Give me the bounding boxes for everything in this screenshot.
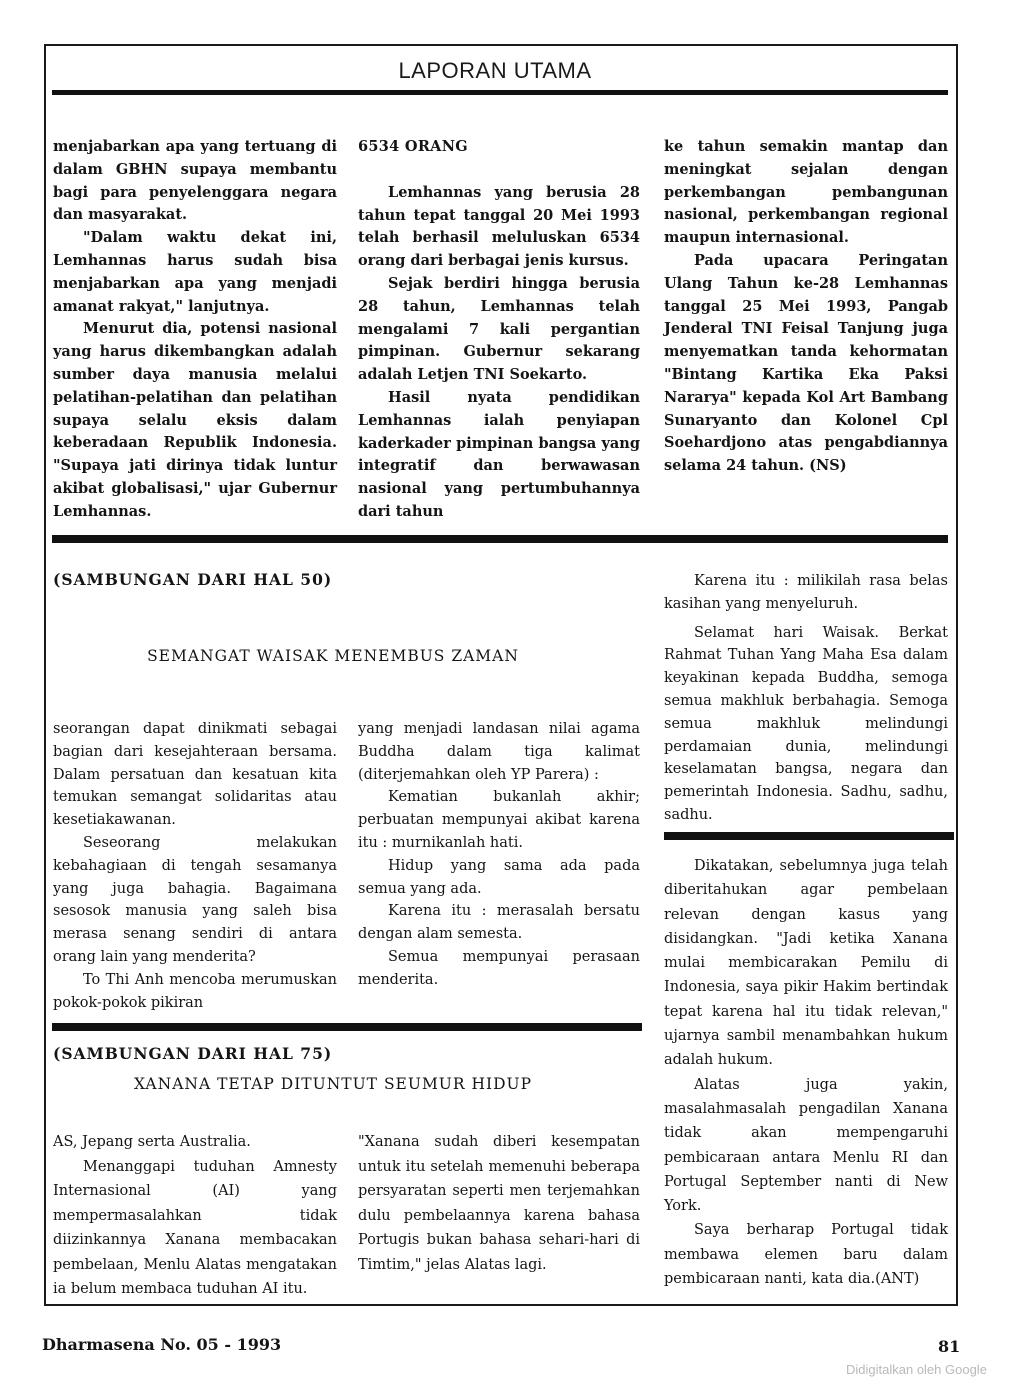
article3-col2-para-1: "Xanana sudah diberi kesempatan untuk itu setelah memenuhi beberapa persyaratan seperti men terjemahkan dulu pembelaannya karena bahasa Portugis bukan bahasa sehari-hari di Timtim," jelas Alatas lagi. xyxy=(358,1134,640,1273)
article1-col3-para-1: ke tahun semakin mantap dan meningkat sejalan dengan perkembangan pembangunan nasional, perkembangan regional maupun internasional. xyxy=(664,138,948,247)
article2-col1-para-3: To Thi Anh mencoba merumuskan pokok-pokok pikiran xyxy=(53,971,337,1011)
article2-col1-para-1: seorangan dapat dinikmati sebagai bagian dari kesejahteraan bersama. Dalam persatuan dan kesatuan kita temukan semangat solidaritas atau kesetiakawanan. xyxy=(53,721,337,829)
article3-col3-para-2: Alatas juga yakin, masalahmasalah pengadilan Xanana tidak akan mempengaruhi pembicaraan antara Menlu RI dan Portugal September nanti di New York. xyxy=(664,1076,948,1215)
article2-col3-para-2: Selamat hari Waisak. Berkat Rahmat Tuhan Yang Maha Esa dalam keyakinan kepada Buddha, semoga semua makhluk berbahagia. Semoga semua makhluk melindungi perdamaian dunia, melindungi keselamatan bangsa, negara dan pemerintah Indonesia. Sadhu, sadhu, sadhu. xyxy=(664,624,948,823)
article2-left-rule xyxy=(52,1023,642,1031)
article2-col2-para-5: Semua mempunyai perasaan menderita. xyxy=(358,948,640,988)
article1-column-2 xyxy=(358,136,640,524)
section-header-title: LAPORAN UTAMA xyxy=(398,58,592,83)
footer-page-number: 81 xyxy=(938,1337,961,1356)
article2-col2-para-1: yang menjadi landasan nilai agama Buddha dalam tiga kalimat (diterjemahkan oleh YP Parera) : xyxy=(358,721,640,783)
article2-column-3 xyxy=(664,570,948,827)
article3-continued-label: (SAMBUNGAN DARI HAL 75) xyxy=(53,1044,333,1063)
article2-column-1 xyxy=(53,718,337,1014)
article2-right-rule xyxy=(664,832,954,840)
article3-column-2 xyxy=(358,1130,640,1277)
article2-col2-para-4: Karena itu : merasalah bersatu dengan alam semesta. xyxy=(358,903,640,943)
article2-col3-para-1: Karena itu : milikilah rasa belas kasihan yang menyeluruh. xyxy=(664,573,948,612)
article1-subheading: 6534 ORANG xyxy=(358,138,468,155)
article2-continued-label: (SAMBUNGAN DARI HAL 50) xyxy=(53,570,333,589)
article3-col3-para-1: Dikatakan, sebelumnya juga telah diberitahukan agar pembelaan relevan dengan kasus yang disidangkan. "Jadi ketika Xanana mulai membicarakan Pemilu di Indonesia, saya pikir Hakim bertindak tepat karena hal itu tidak relevan," ujarnya sambil menambahkan hukum adalah hukum. xyxy=(664,858,948,1069)
article2-col1-para-2: Seseorang melakukan kebahagiaan di tengah sesamanya yang juga bahagia. Bagaimana sesosok manusia yang saleh bisa merasa senang sendiri di antara orang lain yang menderita? xyxy=(53,834,337,965)
article1-column-3 xyxy=(664,136,948,478)
article1-col1-para-2: "Dalam waktu dekat ini, Lemhannas harus sudah bisa menjabarkan apa yang menjadi amanat rakyat," lanjutnya. xyxy=(53,229,337,315)
article3-col1-para-2: Menanggapi tuduhan Amnesty Internasional (AI) yang mempermasalahkan tidak diizinkannya Xanana membacakan pembelaan, Menlu Alatas mengatakan ia belum membaca tuduhan AI itu. xyxy=(53,1158,337,1297)
article1-col2-para-2: Sejak berdiri hingga berusia 28 tahun, Lemhannas telah mengalami 7 kali pergantian pimpinan. Gubernur sekarang adalah Letjen TNI Soekarto. xyxy=(358,274,640,384)
article1-bottom-rule xyxy=(52,535,948,543)
article2-col2-para-2: Kematian bukanlah akhir; perbuatan mempunyai akibat karena itu : murnikanlah hati. xyxy=(358,789,640,851)
article3-column-1 xyxy=(53,1130,337,1302)
article1-col1-para-3: Menurut dia, potensi nasional yang harus dikembangkan adalah sumber daya manusia melalui pelatihan-pelatihan dan pelatihan supaya selalu eksis dalam keberadaan Republik Indonesia. "Supaya jati dirinya tidak luntur akibat globalisasi," ujar Gubernur Lemhannas. xyxy=(53,320,337,520)
article1-col2-para-3: Hasil nyata pendidikan Lemhannas ialah penyiapan kaderkader pimpinan bangsa yang integratif dan berwawasan nasional yang pertumbuhannya dari tahun xyxy=(358,388,640,520)
article1-column-1 xyxy=(53,136,337,524)
article1-col1-para-1: menjabarkan apa yang tertuang di dalam GBHN supaya membantu bagi para penyelenggara negara dan masyarakat. xyxy=(53,138,337,224)
article3-col3-para-3: Saya berharap Portugal tidak membawa elemen baru dalam pembicaraan nanti, kata dia.(ANT) xyxy=(664,1222,948,1288)
article2-title: SEMANGAT WAISAK MENEMBUS ZAMAN xyxy=(147,647,519,665)
digitization-watermark: Didigitalkan oleh Google xyxy=(846,1362,987,1377)
article2-col2-para-3: Hidup yang sama ada pada semua yang ada. xyxy=(358,857,640,897)
footer-publication: Dharmasena No. 05 - 1993 xyxy=(42,1335,282,1354)
article2-column-2 xyxy=(358,718,640,992)
article3-column-3 xyxy=(664,854,948,1291)
article3-col1-para-1: AS, Jepang serta Australia. xyxy=(53,1134,251,1150)
article1-col3-para-2: Pada upacara Peringatan Ulang Tahun ke-28 Lemhannas tanggal 25 Mei 1993, Pangab Jenderal TNI Feisal Tanjung juga menyematkan tanda kehormatan "Bintang Kartika Eka Paksi Nararya" kepada Kol Art Bambang Sunaryanto dan Kolonel Cpl Soehardjono atas pengabdiannya selama 24 tahun. (NS) xyxy=(664,251,948,475)
header-rule xyxy=(52,90,948,95)
article3-title: XANANA TETAP DITUNTUT SEUMUR HIDUP xyxy=(133,1075,533,1093)
article1-col2-para-1: Lemhannas yang berusia 28 tahun tepat tanggal 20 Mei 1993 telah berhasil meluluskan 6534 orang dari berbagai jenis kursus. xyxy=(358,183,640,270)
